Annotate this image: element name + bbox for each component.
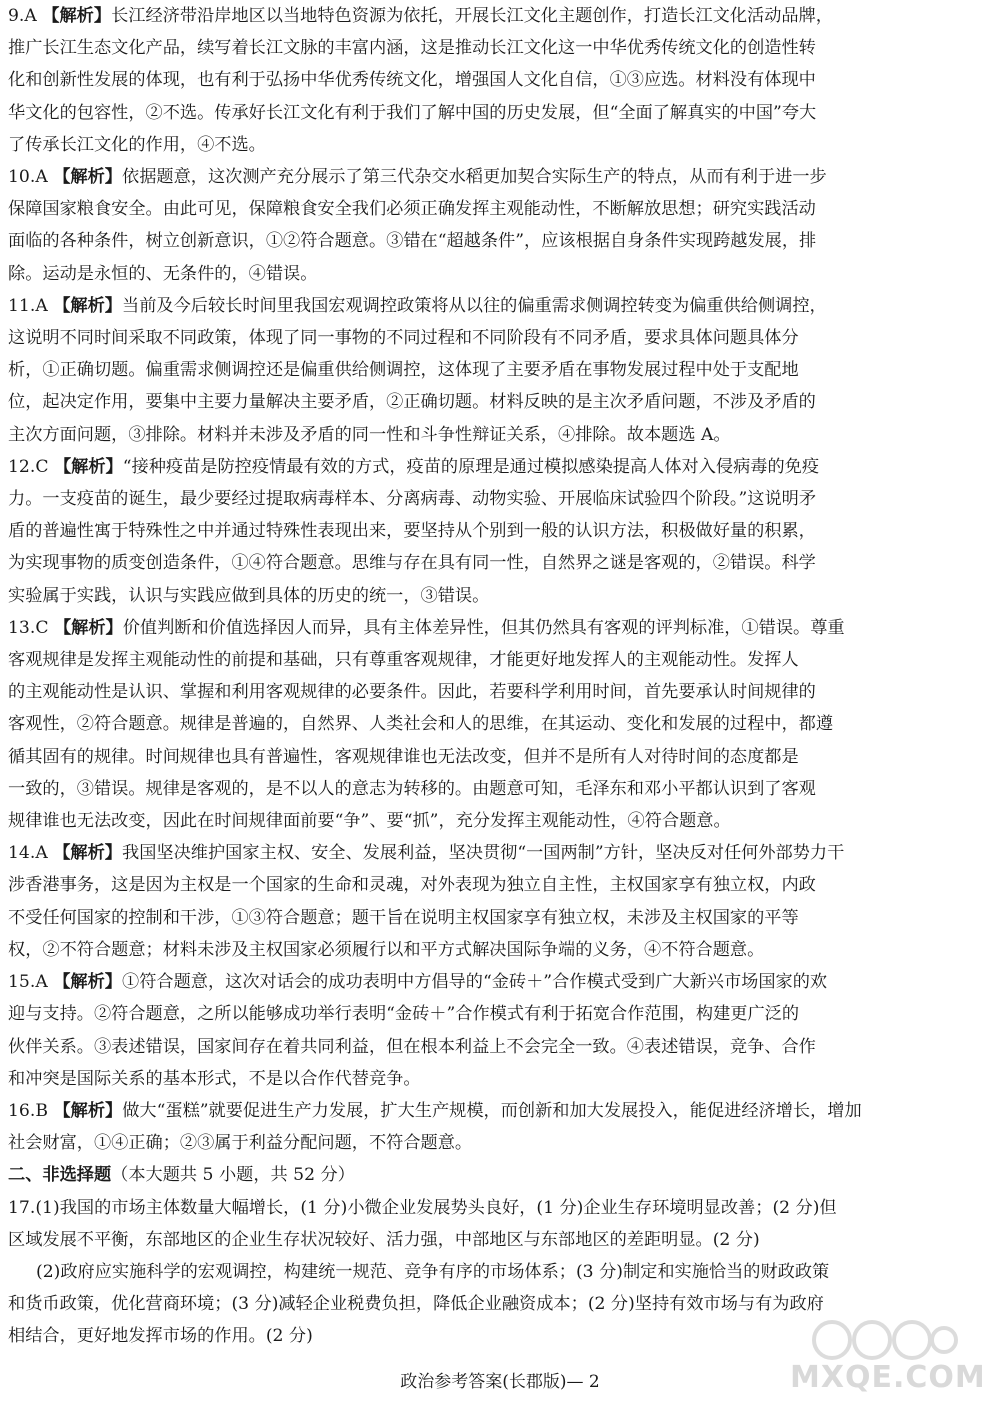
question-number: 11. bbox=[8, 295, 36, 316]
question-number: 13. bbox=[8, 617, 36, 638]
analysis-text: 力。一支疫苗的诞生，最少要经过提取病毒样本、分离病毒、动物实验、开展临床试验四个阶段。”这说明矛 bbox=[8, 489, 817, 510]
analysis-text: 面临的各种条件，树立创新意识，①②符合题意。③错在“超越条件”，应该根据自身条件实现跨越发展，排 bbox=[8, 231, 817, 252]
answer-line bbox=[8, 805, 990, 837]
answer-letter: A bbox=[35, 972, 48, 993]
analysis-text: 了传承长江文化的作用，④不选。 bbox=[8, 134, 266, 155]
answer-line bbox=[8, 676, 990, 708]
analysis-text: 权，②不符合题意；材料未涉及主权国家必须履行以和平方式解决国际争端的义务，④不符合题意。 bbox=[8, 939, 765, 960]
answer-line bbox=[8, 161, 990, 193]
answer-line bbox=[8, 869, 990, 901]
answer-line bbox=[8, 708, 990, 740]
analysis-tag: 【解析】 bbox=[53, 617, 123, 638]
footer-text: 政治参考答案(长郡版)— 2 bbox=[400, 1372, 600, 1392]
question-number: 10. bbox=[8, 167, 36, 188]
answer-letter: A bbox=[35, 843, 48, 864]
answer-letter: A bbox=[24, 6, 37, 26]
analysis-text: 除。运动是永恒的、无条件的，④错误。 bbox=[8, 263, 318, 284]
analysis-text: 迎与支持。②符合题意，之所以能够成功举行表明“金砖＋”合作模式有利于拓宽合作范围，构建更广泛的 bbox=[8, 1004, 800, 1025]
analysis-text: 这说明不同时间采取不同政策，体现了同一事物的不同过程和不同阶段有不同矛盾，要求具体问题具体分 bbox=[8, 328, 799, 349]
analysis-tag: 【解析】 bbox=[53, 972, 122, 993]
analysis-text: 华文化的包容性，②不选。传承好长江文化有利于我们了解中国的历史发展，但“全面了解真实的中国”夸大 bbox=[8, 102, 817, 123]
analysis-tag: 【解析】 bbox=[53, 456, 123, 477]
question-number: 12. bbox=[8, 456, 36, 477]
answer-line bbox=[8, 1063, 990, 1095]
analysis-tag: 【解析】 bbox=[53, 1100, 123, 1121]
analysis-text: 客观规律是发挥主观能动性的前提和基础，只有尊重客观规律，才能更好地发挥人的主观能动性。发挥人 bbox=[8, 650, 799, 671]
analysis-tag: 【解析】 bbox=[53, 167, 122, 188]
answer-line bbox=[8, 193, 990, 225]
answer-line bbox=[8, 1127, 990, 1159]
question-number: 17. bbox=[8, 1197, 36, 1218]
analysis-text: 长江经济带沿岸地区以当地特色资源为依托，开展长江文化主题创作，打造长江文化活动品牌， bbox=[111, 6, 833, 26]
answer-text: (2)政府应实施科学的宏观调控，构建统一规范、竞争有序的市场体系；(3 分)制定和实施恰当的财政政策 bbox=[36, 1261, 830, 1282]
analysis-text: 做大“蛋糕”就要促进生产力发展，扩大生产规模，而创新和加大发展投入，能促进经济增长，增加 bbox=[122, 1100, 862, 1121]
answer-line bbox=[8, 451, 990, 483]
question-number: 9. bbox=[8, 6, 25, 26]
answer-item bbox=[8, 837, 990, 966]
answer-line bbox=[8, 290, 990, 322]
analysis-text: 化和创新性发展的体现，也有利于弘扬中华优秀传统文化，增强国人文化自信，①③应选。材料没有体现中 bbox=[8, 70, 816, 91]
analysis-text: 一致的，③错误。规律是客观的，是不以人的意志为转移的。由题意可知，毛泽东和邓小平都认识到了客观 bbox=[8, 778, 816, 799]
answer-line bbox=[8, 225, 990, 257]
analysis-text: 主次方面问题，③排除。材料并未涉及矛盾的同一性和斗争性辩证关系，④排除。故本题选 A。 bbox=[8, 424, 731, 445]
answer-text: 区域发展不平衡，东部地区的企业生存状况较好、活力强，中部地区与东部地区的差距明显。(2 分) bbox=[8, 1229, 760, 1250]
answer-line bbox=[8, 1288, 990, 1320]
analysis-text: 当前及今后较长时间里我国宏观调控政策将从以往的偏重需求侧调控转变为偏重供给侧调控， bbox=[122, 295, 827, 316]
answer-item bbox=[8, 0, 990, 161]
answer-line bbox=[8, 97, 990, 129]
answer-letter: C bbox=[35, 456, 49, 477]
answer-line bbox=[8, 998, 990, 1030]
answer-letter: A bbox=[35, 295, 48, 316]
analysis-text: 伙伴关系。③表述错误，国家间存在着共同利益，但在根本利益上不会完全一致。④表述错误，竞争、合作 bbox=[8, 1036, 816, 1057]
analysis-text: 和冲突是国际关系的基本形式，不是以合作代替竞争。 bbox=[8, 1068, 421, 1089]
answer-line bbox=[8, 966, 990, 998]
question-number: 16. bbox=[8, 1100, 36, 1121]
section-heading bbox=[8, 1159, 990, 1191]
answer-line bbox=[8, 0, 990, 32]
answer-line bbox=[8, 902, 990, 934]
answer-text: 相结合，更好地发挥市场的作用。(2 分) bbox=[8, 1326, 313, 1347]
analysis-text: 价值判断和价值选择因人而异，具有主体差异性，但其仍然具有客观的评判标准，①错误。尊重 bbox=[122, 617, 845, 638]
analysis-text: 位，起决定作用，要集中主要力量解决主要矛盾，②正确切题。材料反映的是主次矛盾问题，不涉及矛盾的 bbox=[8, 392, 816, 413]
answer-letter: C bbox=[35, 617, 49, 638]
analysis-text: 循其固有的规律。时间规律也具有普遍性，客观规律谁也无法改变，但并不是所有人对待时间的态度都是 bbox=[8, 746, 799, 767]
answer-line bbox=[8, 837, 990, 869]
answer-item bbox=[8, 1095, 990, 1159]
site-watermark bbox=[790, 1318, 986, 1398]
analysis-text: 客观性，②符合题意。规律是普遍的，自然界、人类社会和人的思维，在其运动、变化和发展的过程中，都遵 bbox=[8, 714, 834, 735]
analysis-text: ①符合题意，这次对话会的成功表明中方倡导的“金砖＋”合作模式受到广大新兴市场国家的欢 bbox=[122, 972, 828, 993]
answer-line bbox=[8, 1095, 990, 1127]
analysis-text: 依据题意，这次测产充分展示了第三代杂交水稻更加契合实际生产的特点，从而有利于进一步 bbox=[122, 167, 827, 188]
answer-line bbox=[8, 354, 990, 386]
analysis-tag: 【解析】 bbox=[42, 6, 112, 26]
answer-line bbox=[8, 1224, 990, 1256]
analysis-text: 规律谁也无法改变，因此在时间规律面前要“争”、要“抓”，充分发挥主观能动性，④符合题意。 bbox=[8, 811, 731, 832]
analysis-text: 实验属于实践，认识与实践应做到具体的历史的统一，③错误。 bbox=[8, 585, 490, 606]
answer-line bbox=[8, 773, 990, 805]
analysis-text: “接种疫苗是防控疫情最有效的方式，疫苗的原理是通过模拟感染提高人体对入侵病毒的免疫 bbox=[122, 456, 820, 477]
answer-letter: B bbox=[35, 1100, 48, 1121]
answer-item bbox=[8, 966, 990, 1095]
analysis-text: 不受任何国家的控制和干涉，①③符合题意；题干旨在说明主权国家享有独立权，未涉及主权国家的平等 bbox=[8, 907, 799, 928]
answer-line bbox=[8, 129, 990, 161]
analysis-text: 盾的普遍性寓于特殊性之中并通过特殊性表现出来，要坚持从个别到一般的认识方法，积极做好量的积累， bbox=[8, 521, 816, 542]
answer-item bbox=[8, 612, 990, 837]
answer-line bbox=[8, 1256, 990, 1288]
answer-line bbox=[8, 483, 990, 515]
answer-line bbox=[8, 386, 990, 418]
answer-line bbox=[8, 547, 990, 579]
answer-line bbox=[8, 741, 990, 773]
question-number: 15. bbox=[8, 972, 36, 993]
watermark-logo-icon bbox=[810, 1318, 960, 1362]
answer-line bbox=[8, 934, 990, 966]
answer-text: (1)我国的市场主体数量大幅增长，(1 分)小微企业发展势头良好，(1 分)企业生存环境明显改善；(2 分)但 bbox=[35, 1197, 837, 1218]
analysis-tag: 【解析】 bbox=[53, 843, 122, 864]
section-note: （本大题共 5 小题，共 52 分） bbox=[111, 1165, 355, 1186]
answer-line bbox=[8, 644, 990, 676]
analysis-tag: 【解析】 bbox=[53, 295, 122, 316]
answer-line bbox=[8, 1192, 990, 1224]
analysis-text: 我国坚决维护国家主权、安全、发展利益，坚决贯彻“一国两制”方针，坚决反对任何外部势力干 bbox=[122, 843, 845, 864]
analysis-text: 社会财富，①④正确；②③属于利益分配问题，不符合题意。 bbox=[8, 1133, 473, 1154]
answer-item bbox=[8, 161, 990, 290]
watermark-text: MXQE.COM bbox=[790, 1360, 986, 1395]
analysis-text: 涉香港事务，这是因为主权是一个国家的生命和灵魂，对外表现为独立自主性，主权国家享有独立权，内政 bbox=[8, 875, 816, 896]
answer-text: 和货币政策，优化营商环境；(3 分)减轻企业税费负担，降低企业融资成本；(2 分)坚持有效市场与有为政府 bbox=[8, 1294, 824, 1315]
answer-line bbox=[8, 64, 990, 96]
answer-line bbox=[8, 32, 990, 64]
answer-line bbox=[8, 612, 990, 644]
analysis-text: 保障国家粮食安全。由此可见，保障粮食安全我们必须正确发挥主观能动性，不断解放思想；研究实践活动 bbox=[8, 199, 816, 220]
answer-content bbox=[8, 0, 990, 1353]
section-title: 二、非选择题 bbox=[8, 1165, 112, 1186]
analysis-text: 析，①正确切题。偏重需求侧调控还是偏重供给侧调控，这体现了主要矛盾在事物发展过程中处于支配地 bbox=[8, 360, 799, 381]
answer-line bbox=[8, 322, 990, 354]
analysis-text: 的主观能动性是认识、掌握和利用客观规律的必要条件。因此，若要科学利用时间，首先要承认时间规律的 bbox=[8, 682, 816, 703]
answer-line bbox=[8, 419, 990, 451]
answer-letter: A bbox=[35, 167, 48, 188]
analysis-text: 推广长江生态文化产品，续写着长江文脉的丰富内涵，这是推动长江文化这一中华优秀传统文化的创造性转 bbox=[8, 38, 816, 59]
answer-item bbox=[8, 451, 990, 612]
answer-item bbox=[8, 290, 990, 451]
answer-line bbox=[8, 580, 990, 612]
answer-line bbox=[8, 258, 990, 290]
answer-line bbox=[8, 515, 990, 547]
answer-line bbox=[8, 1031, 990, 1063]
analysis-text: 为实现事物的质变创造条件，①④符合题意。思维与存在具有同一性，自然界之谜是客观的，②错误。科学 bbox=[8, 553, 816, 574]
question-number: 14. bbox=[8, 843, 36, 864]
